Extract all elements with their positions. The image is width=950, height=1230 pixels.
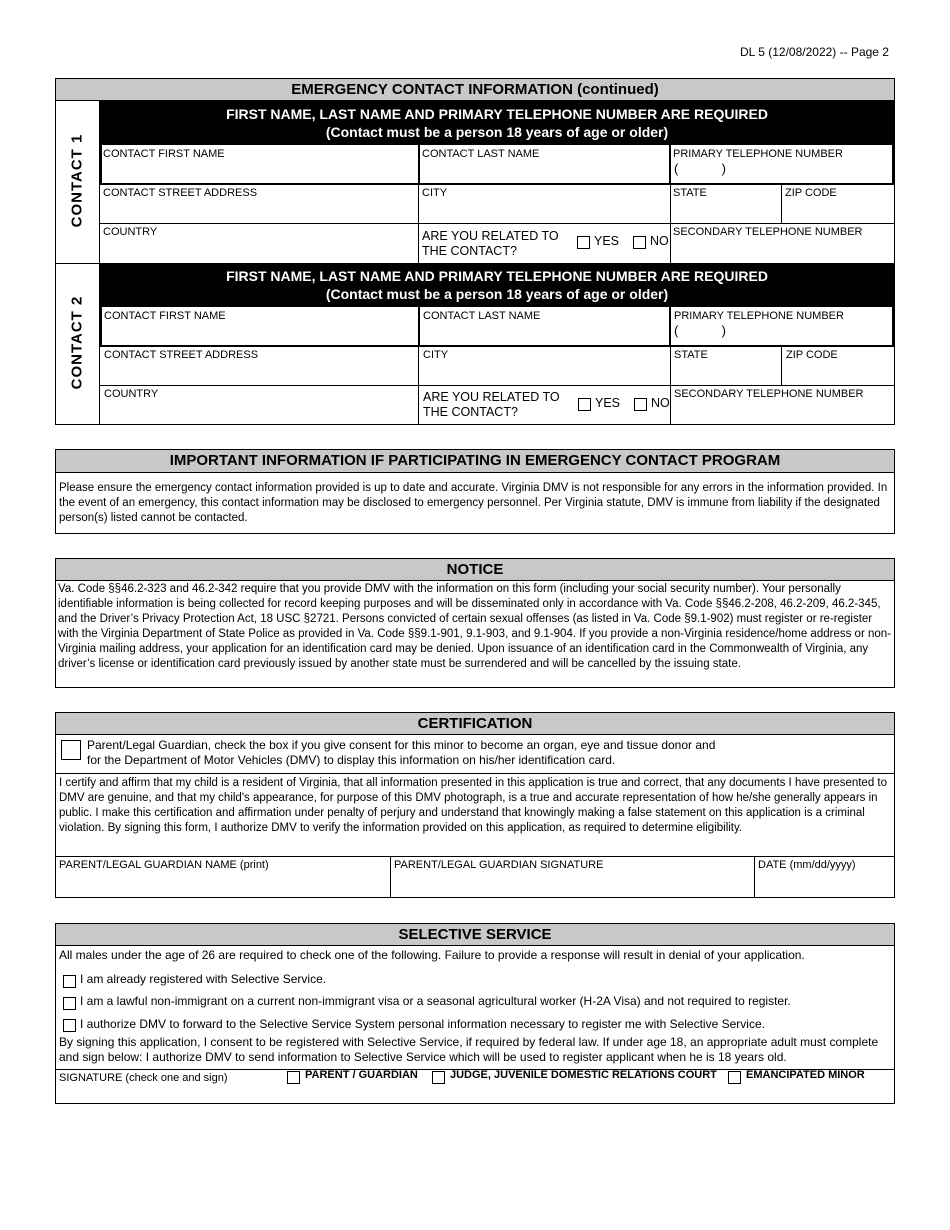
contact-2-related-no-checkbox[interactable]	[634, 398, 647, 411]
contact-1-country-field[interactable]: COUNTRY	[103, 226, 158, 238]
donor-consent-text: Parent/Legal Guardian, check the box if you give consent for this minor to become an organ, eye and tissue donor and for the Department of Motor Vehicles (DMV) to display this information on his/her identification card.	[87, 738, 716, 767]
contact-2-country-field[interactable]: COUNTRY	[104, 388, 159, 400]
donor-consent-checkbox[interactable]	[61, 740, 81, 760]
date-field[interactable]: DATE (mm/dd/yyyy)	[758, 859, 856, 871]
important-info-body: Please ensure the emergency contact information provided is up to date and accurate. Virginia DMV is not responsible for any errors in the information provided. In the event of an emergency, this contact information may be disclosed to emergency personnel. Per Virginia statute, DMV is immune from liability if the designated person(s) listed cannot be contacted.	[59, 482, 888, 524]
yes-label: YES	[594, 234, 620, 248]
sig-judge-label: JUDGE, JUVENILE DOMESTIC RELATIONS COURT	[450, 1069, 717, 1081]
guardian-name-field[interactable]: PARENT/LEGAL GUARDIAN NAME (print)	[59, 859, 269, 871]
sig-judge-checkbox[interactable]	[432, 1071, 445, 1084]
emergency-title: EMERGENCY CONTACT INFORMATION (continued)	[56, 79, 894, 101]
form-id: DL 5 (12/08/2022) -- Page 2	[740, 45, 889, 59]
sig-parent-guardian-checkbox[interactable]	[287, 1071, 300, 1084]
contact-1-primary-phone-field[interactable]: PRIMARY TELEPHONE NUMBER	[673, 148, 843, 160]
related-question: ARE YOU RELATED TO THE CONTACT?	[422, 229, 559, 258]
phone-parens: ( )	[674, 161, 726, 176]
contact-1-related-no-checkbox[interactable]	[633, 236, 646, 249]
required-line-1: FIRST NAME, LAST NAME AND PRIMARY TELEPHONE NUMBER ARE REQUIRED	[226, 106, 768, 122]
contact-1-zip-field[interactable]: ZIP CODE	[785, 187, 837, 199]
contact-1-first-name-field[interactable]: CONTACT FIRST NAME	[103, 148, 225, 160]
contact-1-street-field[interactable]: CONTACT STREET ADDRESS	[103, 187, 258, 199]
sig-emancipated-checkbox[interactable]	[728, 1071, 741, 1084]
contact-2-required-banner	[100, 264, 894, 307]
contact-1-required-banner	[100, 101, 894, 145]
required-line-1: FIRST NAME, LAST NAME AND PRIMARY TELEPHONE NUMBER ARE REQUIRED	[226, 268, 768, 284]
phone-parens: ( )	[674, 323, 726, 338]
contact-2-first-name-field[interactable]: CONTACT FIRST NAME	[104, 310, 226, 322]
sig-parent-guardian-label: PARENT / GUARDIAN	[305, 1069, 418, 1081]
no-label: NO	[651, 396, 670, 410]
certification-body: I certify and affirm that my child is a resident of Virginia, that all information presented in this application is true and correct, that any documents I have presented to DMV are genuine, and that my child's appearance, for purpose of this DMV photograph, is a true and accurate representation of how he/she generally appears in public. I make this certification and affirmation under penalty of perjury and understand that knowingly making a false statement on this application is a criminal violation. By signing this form, I authorize DMV to verify the information provided on this application, as required to determine eligibility.	[59, 777, 888, 834]
contact-2-secondary-phone-field[interactable]: SECONDARY TELEPHONE NUMBER	[674, 388, 864, 400]
contact-1-label: CONTACT 1	[68, 133, 86, 228]
contact-2-state-field[interactable]: STATE	[674, 349, 708, 361]
selective-service-title: SELECTIVE SERVICE	[56, 924, 894, 946]
guardian-signature-field[interactable]: PARENT/LEGAL GUARDIAN SIGNATURE	[394, 859, 604, 871]
selective-option-authorize-label: I authorize DMV to forward to the Selective Service System personal information necessary to register me with Selective Service.	[80, 1017, 765, 1031]
selective-service-consent: By signing this application, I consent to be registered with Selective Service, if required by federal law. If under age 18, an appropriate adult must complete and sign below: I authorize DMV to send information to Selective Service which will be used to register applicant when he is 18 years old.	[59, 1035, 879, 1064]
contact-2-primary-phone-field[interactable]: PRIMARY TELEPHONE NUMBER	[674, 310, 844, 322]
selective-option-nonimmigrant-label: I am a lawful non-immigrant on a current non-immigrant visa or a seasonal agricultural worker (H-2A Visa) and not required to register.	[80, 994, 791, 1008]
required-line-2: (Contact must be a person 18 years of age or older)	[325, 124, 669, 140]
contact-2-last-name-field[interactable]: CONTACT LAST NAME	[423, 310, 541, 322]
contact-2-label: CONTACT 2	[68, 295, 86, 390]
selective-signature-field[interactable]: SIGNATURE (check one and sign)	[59, 1072, 228, 1084]
contact-1-state-field[interactable]: STATE	[673, 187, 707, 199]
selective-service-intro: All males under the age of 26 are required to check one of the following. Failure to provide a response will result in denial of your application.	[59, 948, 805, 962]
related-question: ARE YOU RELATED TO THE CONTACT?	[423, 390, 560, 419]
important-info-title: IMPORTANT INFORMATION IF PARTICIPATING IN EMERGENCY CONTACT PROGRAM	[56, 450, 894, 473]
notice-title: NOTICE	[56, 559, 894, 581]
selective-option-registered-checkbox[interactable]	[63, 975, 76, 988]
contact-1-city-field[interactable]: CITY	[422, 187, 448, 199]
contact-2-zip-field[interactable]: ZIP CODE	[786, 349, 838, 361]
contact-1-secondary-phone-field[interactable]: SECONDARY TELEPHONE NUMBER	[673, 226, 863, 238]
selective-option-authorize-checkbox[interactable]	[63, 1019, 76, 1032]
contact-2-street-field[interactable]: CONTACT STREET ADDRESS	[104, 349, 259, 361]
contact-1-related-yes-checkbox[interactable]	[577, 236, 590, 249]
sig-emancipated-label: EMANCIPATED MINOR	[746, 1069, 865, 1081]
contact-1-last-name-field[interactable]: CONTACT LAST NAME	[422, 148, 540, 160]
selective-option-nonimmigrant-checkbox[interactable]	[63, 997, 76, 1010]
selective-option-registered-label: I am already registered with Selective Service.	[80, 972, 327, 986]
yes-label: YES	[595, 396, 621, 410]
contact-2-related-yes-checkbox[interactable]	[578, 398, 591, 411]
certification-title: CERTIFICATION	[56, 713, 894, 735]
no-label: NO	[650, 234, 669, 248]
notice-body: Va. Code §§46.2-323 and 46.2-342 require that you provide DMV with the information on this form (including your social security number). Your personally identifiable information is being collected for record keeping purposes and will be disseminated only in accordance with Va. Code §§46.2-208, 46.2-209, 46.2-345, and the Driver’s Privacy Protection Act, 18 USC §2721. Persons convicted of certain sexual offenses (as listed in Va. Code §9.1-902) must register or re-register with the Virginia Department of State Police as provided in Va. Code §§9.1-901, 9.1-903, and 9.1-904. If you provide a non-Virginia residence/home address or non-Virginia mailing address, your application for an identification card may be denied. Upon issuance of an identification card in the Commonwealth of Virginia, any driver’s license or identification card previously issued by another state must be surrendered and will be cancelled by the issuing state.	[58, 583, 891, 670]
required-line-2: (Contact must be a person 18 years of age or older)	[325, 286, 669, 302]
contact-2-city-field[interactable]: CITY	[423, 349, 449, 361]
